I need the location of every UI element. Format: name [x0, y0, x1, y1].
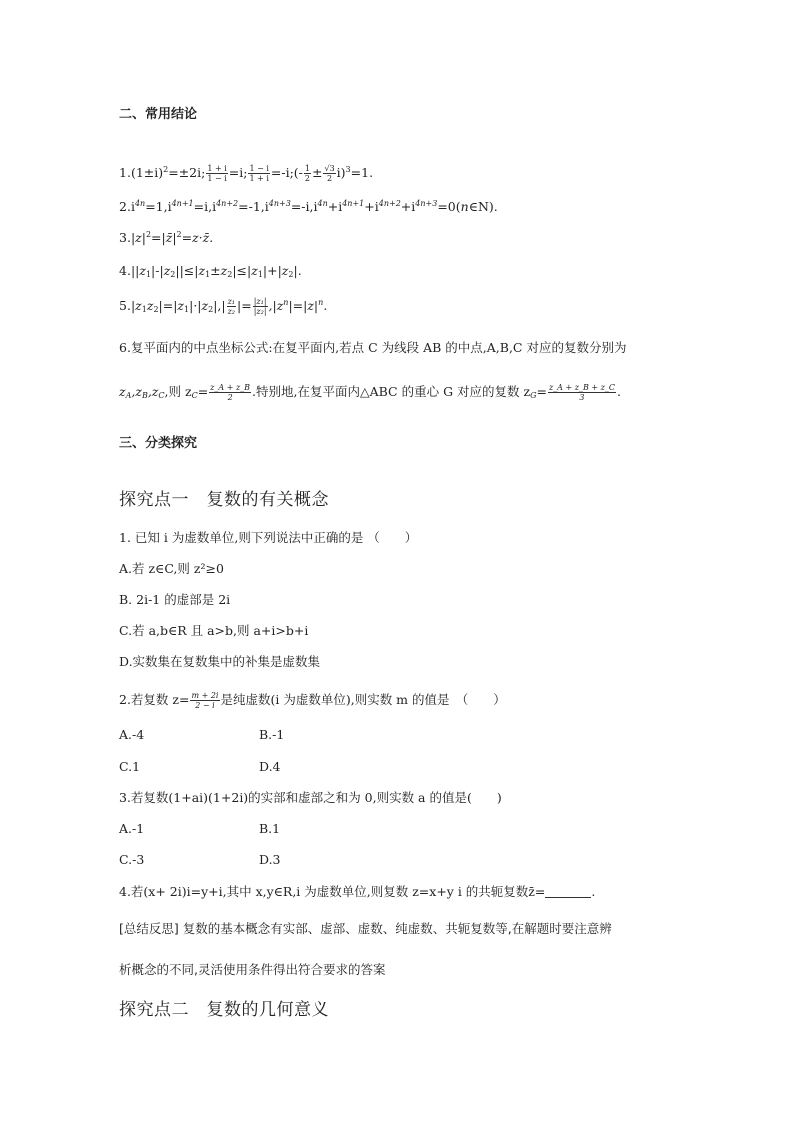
explore-point-2-title: 探究点二 复数的几何意义	[119, 1000, 329, 1020]
subscript: A	[125, 391, 132, 400]
question-text: 2.若复数 z=	[119, 692, 190, 707]
formula-text: |·|z	[189, 298, 209, 313]
formula-text: ±	[312, 165, 323, 180]
explore-point-1-title: 探究点一 复数的有关概念	[119, 490, 329, 510]
fraction-numerator: z_A + z_B	[210, 383, 251, 392]
question-2-option-a: A.-4	[119, 727, 145, 742]
formula-text: |,|	[213, 298, 226, 313]
formula-text: +i	[327, 199, 343, 214]
formula-text: z	[119, 384, 126, 399]
fraction-numerator: √3	[324, 164, 335, 173]
conclusion-3	[119, 230, 213, 246]
question-2-option-c: C.1	[119, 759, 141, 774]
fraction-denominator: 2 − i	[195, 701, 215, 710]
question-2-stem	[119, 691, 506, 710]
question-3-option-b: B.1	[259, 821, 281, 836]
formula-text: ∈N).	[468, 199, 498, 214]
item-number: 3.	[119, 230, 131, 245]
formula-text: =	[197, 384, 209, 399]
question-2-option-d: D.4	[259, 759, 281, 774]
formula-text: =0(	[437, 199, 461, 214]
formula-text: |=|z	[158, 298, 185, 313]
formula-text: .	[616, 384, 621, 399]
item-number: 1.	[119, 165, 131, 180]
subscript: 2	[170, 270, 176, 279]
question-1-option-d: D.实数集在复数集中的补集是虚数集	[119, 654, 321, 669]
fraction-numerator: z₁	[227, 297, 236, 306]
fraction-denominator: |z₂|	[253, 307, 267, 316]
question-2-option-b: B.-1	[259, 727, 285, 742]
fraction	[227, 297, 236, 316]
formula-text: |=	[237, 298, 252, 313]
formula-text: =-1,i	[238, 199, 269, 214]
conclusion-2	[119, 199, 498, 215]
fraction	[209, 383, 251, 402]
section-heading-classification: 三、分类探究	[119, 436, 198, 451]
formula-text: =±2i;	[168, 165, 206, 180]
formula-text: .	[323, 298, 328, 313]
conclusion-6-line2	[119, 383, 621, 402]
fraction	[248, 164, 269, 183]
item-number: 4.	[119, 263, 131, 278]
exponent: n	[318, 298, 324, 307]
question-1-stem: 1. 已知 i 为虚数单位,则下列说法中正确的是 （ ）	[119, 530, 418, 545]
question-text: .	[591, 884, 596, 899]
conclusion-5	[119, 297, 327, 316]
summary-line-2: 析概念的不同,灵活使用条件得出符合要求的答案	[119, 962, 386, 977]
exponent: 4n	[317, 199, 328, 208]
formula-text: ,则 z	[164, 384, 192, 399]
formula-text: =i,i	[193, 199, 217, 214]
question-3-option-c: C.-3	[119, 852, 145, 867]
fraction-numerator: |z₁|	[253, 297, 267, 306]
exponent: 4n+1	[342, 199, 365, 208]
exponent: 2	[176, 230, 182, 239]
formula-text: |.	[293, 263, 302, 278]
question-1-option-c: C.若 a,b∈R 且 a>b,则 a+i>b+i	[119, 623, 309, 638]
exponent: 4n+2	[378, 199, 401, 208]
fraction-denominator: 1 − i	[207, 174, 227, 183]
fraction	[190, 691, 219, 710]
section-heading-common-conclusions: 二、常用结论	[119, 107, 198, 122]
fraction	[206, 164, 227, 183]
formula-text: ,z	[147, 384, 159, 399]
formula-text: ±z	[210, 263, 228, 278]
fraction	[304, 164, 311, 183]
formula-text: =|z̄|	[151, 230, 177, 245]
question-3-stem: 3.若复数(1+ai)(1+2i)的实部和虚部之和为 0,则实数 a 的值是( )	[119, 790, 502, 805]
question-1-option-b: B. 2i-1 的虚部是 2i	[119, 592, 231, 607]
formula-text: =-i,i	[290, 199, 318, 214]
question-3-option-a: A.-1	[119, 821, 145, 836]
formula-text: i)	[336, 165, 346, 180]
formula-text: ,|z	[268, 298, 284, 313]
conclusion-6-line1: 6.复平面内的中点坐标公式:在复平面内,若点 C 为线段 AB 的中点,A,B,C 对应的复数分别为	[119, 340, 627, 355]
subscript: 1	[145, 270, 152, 279]
formula-text: |-|z	[151, 263, 171, 278]
subscript: 2	[288, 270, 294, 279]
subscript: G	[530, 391, 537, 400]
formula-text: +i	[400, 199, 416, 214]
question-2-options-row1	[119, 727, 144, 743]
question-text: 是纯虚数(i 为虚数单位),则实数 m 的值是 （ ）	[220, 692, 506, 707]
summary-line-1: [总结反思] 复数的基本概念有实部、虚部、虚数、纯虚数、共轭复数等,在解题时要注意辨	[119, 921, 612, 936]
formula-text: =1,i	[145, 199, 172, 214]
subscript: 1	[184, 305, 190, 314]
question-1-option-a: A.若 z∈C,则 z²≥0	[119, 561, 224, 576]
formula-text: |≤|z	[232, 263, 258, 278]
fraction-numerator: 1 − i	[249, 164, 269, 173]
exponent: 4n+3	[268, 199, 291, 208]
fraction-denominator: 3	[579, 393, 585, 402]
question-3-option-d: D.3	[259, 852, 281, 867]
formula-text: +i	[364, 199, 379, 214]
exponent: 4n+3	[415, 199, 438, 208]
question-4-stem	[119, 884, 595, 900]
fraction-numerator: 1 + i	[207, 164, 227, 173]
formula-text: ,z	[131, 384, 142, 399]
fraction-denominator: 1 + i	[249, 174, 269, 183]
exponent: 4n+2	[216, 199, 239, 208]
formula-text: =-i;(-	[270, 165, 303, 180]
fraction-numerator: z_A + z_B + z_C	[548, 383, 615, 392]
formula-text: =	[536, 384, 547, 399]
formula-text: ||z	[130, 263, 146, 278]
exponent: 2	[163, 165, 169, 174]
formula-text: =1.	[350, 165, 374, 180]
subscript: C	[191, 391, 198, 400]
fraction	[253, 297, 268, 316]
fraction	[323, 164, 335, 183]
variable: n	[460, 199, 469, 214]
item-number: 5.	[119, 298, 131, 313]
subscript: 1	[205, 270, 211, 279]
item-number: 2.	[119, 199, 131, 214]
conclusion-4	[119, 263, 302, 279]
formula-text: |z|	[130, 230, 146, 245]
formula-text: |=|z|	[288, 298, 319, 313]
subscript: 2	[208, 305, 214, 314]
subscript: 1	[257, 270, 263, 279]
fraction-numerator: m + 2i	[191, 691, 219, 700]
subscript: C	[158, 391, 165, 400]
subscript: B	[141, 391, 148, 400]
formula-text: i	[130, 199, 135, 214]
exponent: n	[283, 298, 289, 307]
formula-text: |+|z	[262, 263, 289, 278]
fraction-denominator: z₂	[227, 307, 236, 316]
formula-text: =z·z̄.	[181, 230, 214, 245]
fraction	[548, 383, 616, 402]
fraction-denominator: 2	[304, 174, 310, 183]
exponent: 2	[145, 230, 152, 239]
question-text: 4.若(x+ 2i)i=y+i,其中 x,y∈R,i 为虚数单位,则复数 z=x+y i 的共轭复数z̄=	[119, 884, 546, 899]
subscript: 2	[227, 270, 233, 279]
formula-text: =i;	[228, 165, 248, 180]
fraction-denominator: 2	[327, 174, 333, 183]
formula-text: z	[146, 298, 154, 313]
answer-blank[interactable]	[545, 885, 591, 898]
fraction-denominator: 2	[227, 393, 233, 402]
exponent: 3	[345, 165, 351, 174]
formula-text: |z	[130, 298, 142, 313]
formula-text: (1±i)	[130, 165, 164, 180]
exponent: 4n+1	[171, 199, 194, 208]
subscript: 1	[141, 305, 147, 314]
conclusion-1	[119, 164, 373, 183]
exponent: 4n	[134, 199, 146, 208]
formula-text: ||≤|z	[175, 263, 206, 278]
formula-text: .特别地,在复平面内△ABC 的重心 G 对应的复数 z	[252, 384, 531, 399]
fraction-numerator: 1	[304, 164, 310, 173]
subscript: 2	[153, 305, 159, 314]
